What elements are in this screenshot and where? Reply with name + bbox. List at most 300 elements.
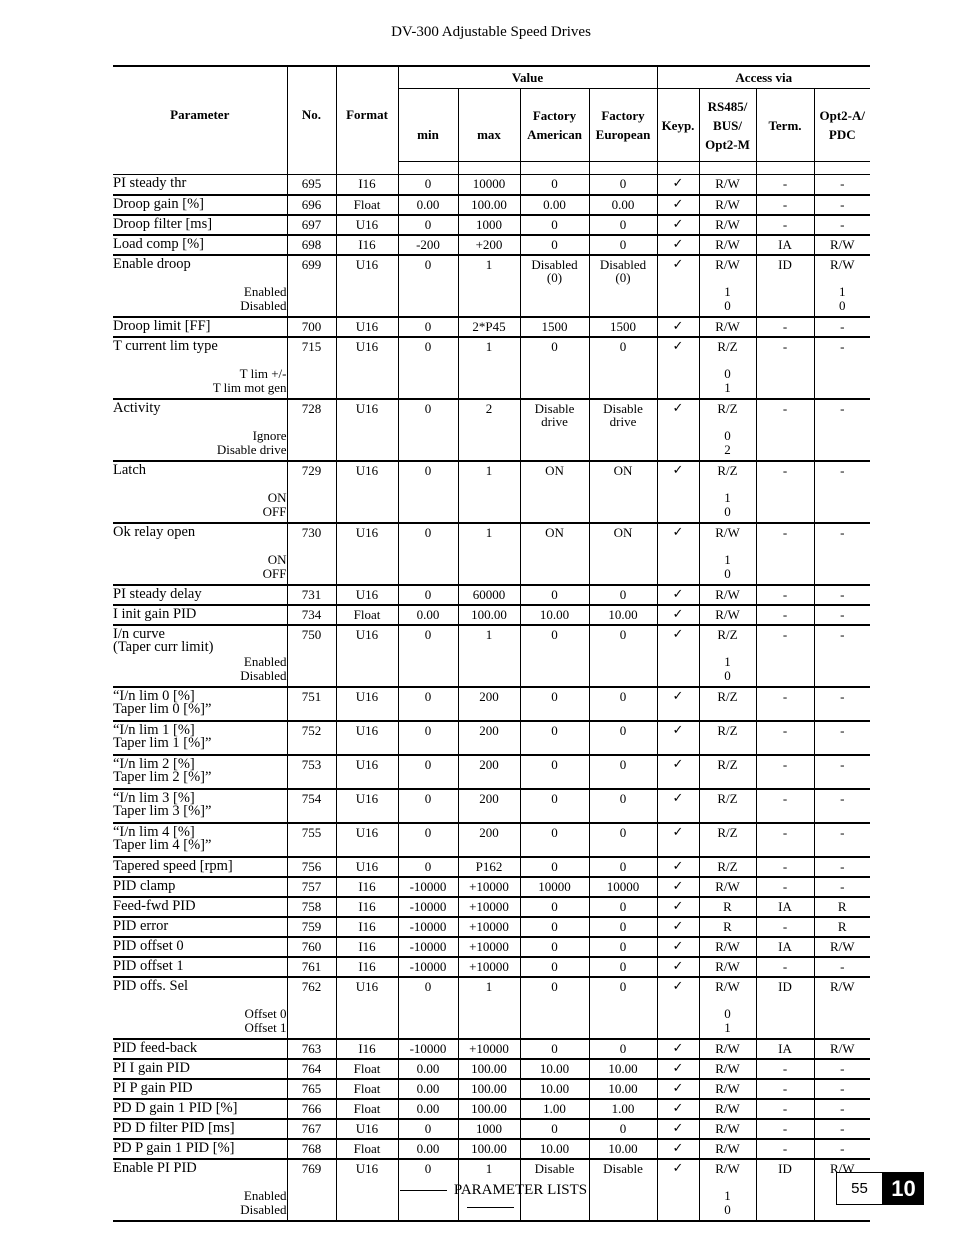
param-name: Tapered speed [rpm] [113,857,233,874]
rs485-access-cell-value: R/W [715,524,740,540]
param-format-cell-value: U16 [355,722,379,738]
param-number-cell-value: 753 [301,756,322,772]
param-format-cell-value: U16 [355,756,379,772]
keypad-access-cell [657,857,699,877]
param-name-cell [113,1139,287,1159]
param-name: I/n curve (Taper curr limit) [113,625,214,655]
opt2a-access-cell-value: R/W [829,256,855,272]
rs485-access-cell-value: R/W [715,1080,740,1096]
keypad-access-cell [657,605,699,625]
param-min-cell-value: 0 [424,524,432,540]
page-number: 55 [836,1172,883,1205]
check-icon: ✓ [672,216,684,232]
param-name-cell [113,337,287,399]
table-row [113,195,870,215]
terminal-access-cell-value: - [782,400,788,416]
param-name-cell [113,625,287,687]
factory-american-cell-value: 0 [551,790,558,806]
col-header-term: Term. [756,89,814,162]
param-number-cell-value: 695 [301,176,322,191]
param-name-cell [113,823,287,857]
factory-european-cell [589,625,657,687]
param-max-cell-value: 100.00 [471,606,507,622]
check-icon: ✓ [672,938,684,954]
rs485-access-cell-value: R/Z [717,790,738,806]
rs485-access-cell-option-value: 0 [724,297,731,313]
param-name-cell [113,917,287,937]
factory-american-cell-value: 10.00 [539,1140,570,1156]
terminal-access-cell [756,175,814,195]
footer-rule-left [400,1190,447,1191]
factory-american-cell [520,175,589,195]
param-format-cell [336,957,398,977]
param-name: “I/n lim 4 [%] Taper lim 4 [%]” [113,823,212,853]
param-format-cell [336,897,398,917]
rs485-access-cell [699,317,756,337]
param-format-cell-value: I16 [358,918,376,934]
check-icon: ✓ [672,1160,684,1176]
param-name: PID error [113,917,169,934]
param-option-label: Disabled [240,1202,287,1217]
factory-european-cell-value: 0 [619,722,627,738]
param-max-cell-value: 100.00 [471,1060,507,1076]
factory-american-cell-value: 0 [551,858,558,874]
check-icon: ✓ [672,236,684,252]
param-min-cell [398,585,458,605]
check-icon: ✓ [672,878,684,894]
param-min-cell-value: 0 [424,1120,432,1136]
rs485-access-cell-value: R/W [715,1120,740,1136]
param-min-cell-value: -200 [416,236,440,252]
param-format-cell [336,755,398,789]
param-format-cell [336,317,398,337]
param-number-cell [287,175,336,195]
param-min-cell-value: -10000 [409,918,447,934]
param-min-cell-value: 0 [424,722,432,738]
terminal-access-cell [756,917,814,937]
check-icon: ✓ [672,1040,684,1056]
keypad-access-cell [657,1159,699,1221]
param-min-cell [398,897,458,917]
param-max-cell [458,1139,520,1159]
param-min-cell [398,1139,458,1159]
opt2a-access-cell [814,721,870,755]
param-min-cell [398,625,458,687]
rs485-access-cell [699,687,756,721]
terminal-access-cell-value: - [782,878,788,894]
param-format-cell [336,977,398,1039]
param-option-label: OFF [262,566,287,581]
param-min-cell [398,215,458,235]
param-number-cell-value: 761 [301,958,322,974]
table-row [113,605,870,625]
param-name: Enable droop [113,255,191,272]
param-name-cell [113,1119,287,1139]
factory-european-cell [589,977,657,1039]
keypad-access-cell [657,255,699,317]
param-format-cell-value: I16 [358,898,376,914]
table-row [113,917,870,937]
table-row [113,877,870,897]
check-icon: ✓ [672,176,684,191]
rs485-access-cell [699,195,756,215]
opt2a-access-cell [814,897,870,917]
keypad-access-cell [657,461,699,523]
opt2a-access-cell-value: - [840,1120,845,1136]
opt2a-access-cell-value: - [840,824,845,840]
keypad-access-cell [657,957,699,977]
factory-european-cell [589,235,657,255]
rs485-access-cell-value: R/W [715,586,740,602]
factory-european-cell-value: 0 [619,1040,627,1056]
param-name-cell [113,1079,287,1099]
param-min-cell [398,877,458,897]
opt2a-access-cell-value: - [840,318,845,334]
factory-european-cell-value: 0 [619,898,627,914]
factory-american-cell [520,755,589,789]
terminal-access-cell [756,215,814,235]
factory-european-cell-value: Disable [603,1160,643,1176]
param-min-cell [398,937,458,957]
param-format-cell-value: Float [353,1140,381,1156]
rs485-access-cell-value: R/W [715,256,740,272]
rs485-access-cell [699,897,756,917]
table-row [113,255,870,317]
param-number-cell-value: 697 [301,216,322,232]
keypad-access-cell [657,1139,699,1159]
terminal-access-cell-value: - [782,318,788,334]
factory-american-cell [520,625,589,687]
param-number-cell-value: 731 [301,586,322,602]
param-name-cell [113,585,287,605]
terminal-access-cell-value: - [782,1120,788,1136]
rs485-access-cell-option-value: 1 [724,1188,731,1203]
param-number-cell-value: 730 [301,524,322,540]
rs485-access-cell-value: R/W [715,1160,740,1176]
check-icon: ✓ [672,524,684,540]
param-min-cell-value: 0 [424,462,432,478]
header-spacer-row [113,162,870,175]
param-option-label: Disabled [240,667,287,683]
param-max-cell-value: +10000 [469,898,509,914]
terminal-access-cell-value: - [782,1060,788,1076]
param-name-cell [113,523,287,585]
rs485-access-cell [699,1099,756,1119]
factory-american-cell [520,399,589,461]
param-number-cell-value: 769 [301,1160,322,1176]
param-name-cell [113,1099,287,1119]
terminal-access-cell-value: - [782,176,788,191]
param-min-cell [398,721,458,755]
param-min-cell-value: 0 [424,256,432,272]
param-max-cell [458,937,520,957]
opt2a-access-cell [814,877,870,897]
rs485-access-cell-option-value: 2 [724,441,731,457]
param-number-cell [287,1039,336,1059]
param-format-cell [336,937,398,957]
terminal-access-cell [756,1099,814,1119]
param-number-cell-value: 768 [301,1140,322,1156]
param-format-cell [336,625,398,687]
param-min-cell [398,523,458,585]
param-name-cell [113,195,287,215]
rs485-access-cell-value: R/W [715,318,740,334]
param-format-cell-value: U16 [355,256,379,272]
factory-american-cell-value: 1.00 [543,1100,566,1116]
rs485-access-cell [699,789,756,823]
param-max-cell-value: 200 [479,790,499,806]
param-format-cell-value: U16 [355,400,379,416]
check-icon: ✓ [672,898,684,914]
param-number-cell [287,585,336,605]
rs485-access-cell [699,1039,756,1059]
terminal-access-cell-value: - [782,216,788,232]
factory-european-cell-value: 0 [619,626,627,642]
keypad-access-cell [657,175,699,195]
keypad-access-cell [657,1079,699,1099]
factory-american-cell-value: 0 [551,978,558,994]
factory-american-cell [520,215,589,235]
table-row [113,1079,870,1099]
param-number-cell-value: 699 [301,256,322,272]
opt2a-access-cell [814,977,870,1039]
param-format-cell-value: U16 [355,790,379,806]
rs485-access-cell [699,1059,756,1079]
param-min-cell [398,1079,458,1099]
param-min-cell-value: 0 [424,978,432,994]
col-header-format: Format [336,66,398,162]
keypad-access-cell [657,721,699,755]
factory-american-cell-value: 0 [551,176,558,191]
param-format-cell [336,917,398,937]
factory-american-cell [520,1059,589,1079]
param-min-cell-value: 0 [424,338,432,354]
param-format-cell-value: U16 [355,978,379,994]
terminal-access-cell [756,523,814,585]
param-max-cell-value: 1 [485,978,493,994]
rs485-access-cell [699,857,756,877]
terminal-access-cell-value: - [782,722,788,738]
terminal-access-cell-value: IA [778,938,792,954]
parameter-rows [113,175,870,1221]
terminal-access-cell-value: IA [778,1040,792,1056]
factory-european-cell-value: 10.00 [608,1140,638,1156]
rs485-access-cell-option-value: 1 [724,654,731,669]
factory-european-cell-value: 0.00 [611,196,635,212]
factory-european-cell-value: 0 [619,176,627,191]
param-min-cell [398,957,458,977]
rs485-access-cell-value: R/W [715,236,740,252]
col-header-factory-european: Factory European [589,89,657,162]
param-name-cell [113,461,287,523]
table-row [113,625,870,687]
factory-american-cell-value: 10000 [538,878,571,894]
param-max-cell-value: 1 [485,524,493,540]
factory-american-cell-value: ON [545,462,564,478]
rs485-access-cell [699,1159,756,1221]
param-number-cell [287,755,336,789]
param-name-cell [113,235,287,255]
param-max-cell [458,789,520,823]
param-option-label: Enabled [243,284,287,299]
rs485-access-cell-value: R/W [715,978,740,994]
opt2a-access-cell [814,337,870,399]
opt2a-access-cell-value: - [840,586,845,602]
param-format-cell-value: U16 [355,586,379,602]
opt2a-access-cell-value: - [840,878,845,894]
param-number-cell [287,1139,336,1159]
terminal-access-cell-value: ID [778,256,792,272]
terminal-access-cell [756,255,814,317]
rs485-access-cell-value: R/W [715,606,740,622]
param-format-cell [336,399,398,461]
param-max-cell [458,195,520,215]
factory-european-cell [589,917,657,937]
rs485-access-cell [699,235,756,255]
factory-european-cell-value: ON [613,462,633,478]
param-max-cell [458,1099,520,1119]
factory-european-cell [589,1139,657,1159]
param-max-cell [458,317,520,337]
param-number-cell [287,195,336,215]
factory-european-cell-value: Disable drive [603,400,643,429]
factory-european-cell-value: 0 [619,824,627,840]
rs485-access-cell [699,937,756,957]
opt2a-access-cell [814,957,870,977]
factory-american-cell [520,605,589,625]
rs485-access-cell [699,721,756,755]
param-min-cell-value: 0.00 [416,1060,440,1076]
param-number-cell [287,317,336,337]
factory-american-cell-value: 0 [551,338,558,354]
param-option-label: Ignore [252,428,287,443]
rs485-access-cell-value: R/Z [717,756,738,772]
table-row [113,937,870,957]
factory-european-cell-value: 0 [619,236,627,252]
factory-european-cell [589,337,657,399]
param-name-cell [113,605,287,625]
col-header-no: No. [287,66,336,162]
opt2a-access-cell-value: - [840,606,845,622]
table-row [113,721,870,755]
param-format-cell-value: U16 [355,626,379,642]
param-number-cell-value: 766 [301,1100,322,1116]
rs485-access-cell-value: R/Z [717,722,738,738]
rs485-access-cell-value: R [723,898,732,914]
param-max-cell [458,625,520,687]
factory-american-cell [520,957,589,977]
param-number-cell [287,605,336,625]
rs485-access-cell-value: R/Z [717,400,738,416]
param-min-cell-value: 0 [424,586,432,602]
keypad-access-cell [657,789,699,823]
param-name-cell [113,175,287,195]
param-name: T current lim type [113,337,218,354]
param-max-cell-value: +10000 [469,1040,509,1056]
factory-american-cell [520,235,589,255]
param-name: PI I gain PID [113,1059,190,1076]
factory-european-cell [589,195,657,215]
param-min-cell-value: 0.00 [416,1140,440,1156]
factory-european-cell-value: 1500 [610,318,636,334]
param-name-cell [113,1039,287,1059]
opt2a-access-cell-value: - [840,1100,845,1116]
rs485-access-cell [699,1079,756,1099]
check-icon: ✓ [672,338,684,354]
rs485-access-cell-value: R/Z [717,688,738,704]
opt2a-access-cell-value: - [840,1080,845,1096]
terminal-access-cell [756,1139,814,1159]
table-row [113,687,870,721]
opt2a-access-cell [814,235,870,255]
terminal-access-cell-value: - [782,1140,788,1156]
opt2a-access-cell-value: - [840,790,845,806]
factory-european-cell [589,1099,657,1119]
keypad-access-cell [657,1059,699,1079]
factory-european-cell-value: 0 [619,756,627,772]
param-format-cell [336,215,398,235]
rs485-access-cell-option-value: 1 [724,490,731,505]
param-format-cell-value: Float [353,1060,381,1076]
param-name: “I/n lim 3 [%] Taper lim 3 [%]” [113,789,212,819]
param-number-cell [287,1079,336,1099]
factory-european-cell-value: 0 [619,688,627,704]
param-min-cell [398,195,458,215]
check-icon: ✓ [672,196,684,212]
param-format-cell [336,195,398,215]
table-row [113,337,870,399]
factory-american-cell-value: 0 [551,1040,558,1056]
opt2a-access-cell [814,461,870,523]
rs485-access-cell-option-value: 0 [724,1006,731,1021]
factory-american-cell [520,585,589,605]
param-max-cell [458,823,520,857]
param-number-cell-value: 751 [301,688,322,704]
table-row [113,857,870,877]
param-number-cell [287,523,336,585]
terminal-access-cell-value: - [782,1080,788,1096]
rs485-access-cell-value: R/Z [717,824,738,840]
table-row [113,977,870,1039]
param-max-cell [458,175,520,195]
rs485-access-cell [699,461,756,523]
opt2a-access-cell [814,823,870,857]
terminal-access-cell [756,337,814,399]
col-group-value: Value [398,66,657,89]
param-name: PD D gain 1 PID [%] [113,1099,238,1116]
param-option-label: OFF [262,504,287,519]
check-icon: ✓ [672,722,684,738]
factory-american-cell-value: 10.00 [539,606,570,622]
param-max-cell [458,1119,520,1139]
param-number-cell-value: 754 [301,790,322,806]
param-min-cell-value: 0 [424,626,432,642]
param-number-cell [287,461,336,523]
param-option-label: ON [267,552,287,567]
param-option-label: Offset 1 [244,1020,287,1035]
opt2a-access-cell-value: - [840,524,845,540]
param-max-cell-value: 2*P45 [472,318,506,334]
factory-european-cell [589,215,657,235]
terminal-access-cell-value: - [782,524,788,540]
opt2a-access-cell-value: R [837,898,847,914]
param-max-cell [458,461,520,523]
rs485-access-cell-value: R [723,918,732,934]
check-icon: ✓ [672,790,684,806]
param-name-cell [113,755,287,789]
param-number-cell-value: 755 [301,824,322,840]
terminal-access-cell-value: - [782,606,788,622]
